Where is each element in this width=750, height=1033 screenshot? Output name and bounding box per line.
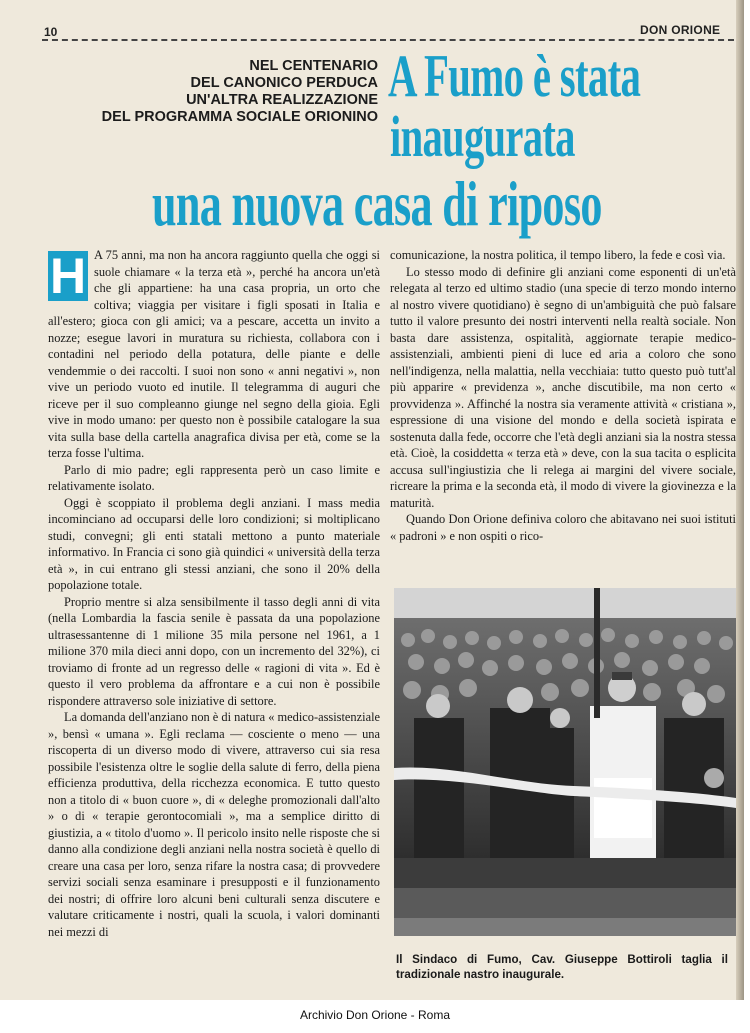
article-paragraph: comunicazione, la nostra politica, il tempo libero, la fede e così via. — [390, 248, 726, 262]
photo-illustration — [394, 588, 736, 936]
article-paragraph: Oggi è scoppiato il problema degli anziani. I mass media incominciano ad occuparsi delle loro condizioni; si moltiplicano studi, convegni; gli enti statali mettono a punto materiale informativo. In Francia ci sono già quindici « università della terza età », in cui entrano gli stessi anziani, che sono il 20% della popolazione totale. — [48, 495, 380, 592]
header-rule — [42, 39, 734, 41]
kicker-line: UN'ALTRA REALIZZAZIONE — [186, 92, 378, 108]
headline-line-3: una nuova casa di riposo — [152, 168, 602, 239]
article-paragraph: Parlo di mio padre; egli rappresenta però un caso limite e relativamente isolato. — [48, 462, 380, 493]
ribbon-cutting-photo — [394, 588, 736, 936]
article-column-2 — [390, 247, 736, 583]
kicker-line: NEL CENTENARIO — [249, 58, 378, 74]
article-paragraph: Proprio mentre si alza sensibilmente il tasso degli anni di vita (nella Lombardia la fascia senile è passata da una popolazione ultrasessantenne di 1 milione 35 mila persone nel 1961, a 1 milione 370 mila dieci anni dopo, con un incremento del 32%), ci troviamo di fronte ad un regresso delle « ragioni di vita ». Ed è questo il vero problema da affrontare e a cui non è possibile rispondere attraverso sole iniziative di settore. — [48, 594, 380, 708]
magazine-title: DON ORIONE — [640, 23, 721, 37]
kicker-line: DEL CANONICO PERDUCA — [190, 75, 378, 91]
kicker-line: DEL PROGRAMMA SOCIALE ORIONINO — [101, 109, 378, 125]
page-number: 10 — [44, 25, 58, 39]
article-column-1 — [48, 247, 380, 987]
kicker — [40, 58, 378, 126]
article-paragraph: Lo stesso modo di definire gli anziani come esponenti di un'età relegata al terzo ed ultimo stadio (una specie di terzo mondo interno al nostro vivere quotidiano) è segno di un'ambiguità che può falsare tutto il valore presunto dei nostri interventi nella realtà sociale. Non basta dare assistenza, ospitalità, aggiornate terapie medico-assistenziali, ambienti pieni di luce ed aria a coloro che sono nell'indigenza, nella malattia, nella vecchiaia: tutto questo può tutt'al più apparire « previdenza », anche discutibile, ma non certo « provvidenza ». Affinché la nostra sia veramente attività « cristiana », espressione di una visione del mondo e della società ispirata e sostenuta dalla fede, occorre che l'età degli anziani sia la nostra stessa età. Cioè, la cosiddetta « terza età » deve, con la sua tacita o esplicita accusa sull'ingiustizia che li relega ai margini del vivere sociale, ricreare la prima e la seconda età, il modo di vivere la giovinezza e la maturità. — [390, 264, 736, 510]
headline-line-1: A Fumo è stata — [388, 43, 641, 109]
archive-footer: Archivio Don Orione - Roma — [299, 1008, 451, 1022]
article-paragraph: Quando Don Orione definiva coloro che abitavano nei suoi istituti « padroni » e non ospiti o rico- — [390, 512, 736, 543]
headline-line-2: inaugurata — [390, 104, 575, 169]
article-paragraph: La domanda dell'anziano non è di natura « medico-assistenziale », bensì « umana ». Egli reclama — cosciente o meno — una riscoperta di un diverso modo di vivere, attraverso cui sia resa possibile l'esistenza oltre le soglie della salute di ferro, della piena efficienza produttiva, della ricchezza economica. E tutto questo non a titolo di « buon cuore », di « deleghe promozionali dall'alto » o di « terapie gerontocomiali », ma a semplice diritto di giustizia, a « titolo d'uomo ». Il pericolo insito nelle risposte che si danno alla condizione degli anziani nella nostra società è quello di creare una casa per loro, senza rifare la nostra casa; di provvedere servizi sociali senza esaminare i presupposti e il funzionamento dei nostri; di offrire loro alcuni beni culturali senza discutere e valutare criticamente i nostri, quali la scuola, i valori dominanti nei mezzi di — [48, 710, 380, 939]
article-paragraph: H A 75 anni, ma non ha ancora raggiunto quella che oggi si suole chiamare « la terza età », perché ha ancora un'età che gli appartiene: ha una casa propria, un orto che coltiva; viaggia per visitare i figli sposati in Italia e all'estero; gioca con gli amici; va a pescare, accetta un invito a nozze; esegue lavori in muratura su richiesta, collabora con i contadini nel periodo della potatura, delle piante e delle vendemmie o dei raccolti. I suoi non sono « anni negativi », non vive un periodo vuoto ed inutile. Il telegramma di auguri che riceve per il suo compleanno giunge nel segno della gioia. Egli vive in modo umano: per questo non è possibile catalogare la sua vita sulla base della cartella anagrafica divisa per età, come se la terza fosse l'ultima. — [48, 248, 380, 460]
page-edge-shadow — [736, 0, 744, 1000]
drop-cap: H — [49, 248, 87, 304]
photo-caption: Il Sindaco di Fumo, Cav. Giuseppe Bottiroli taglia il tradizionale nastro inaugurale. — [396, 953, 728, 981]
